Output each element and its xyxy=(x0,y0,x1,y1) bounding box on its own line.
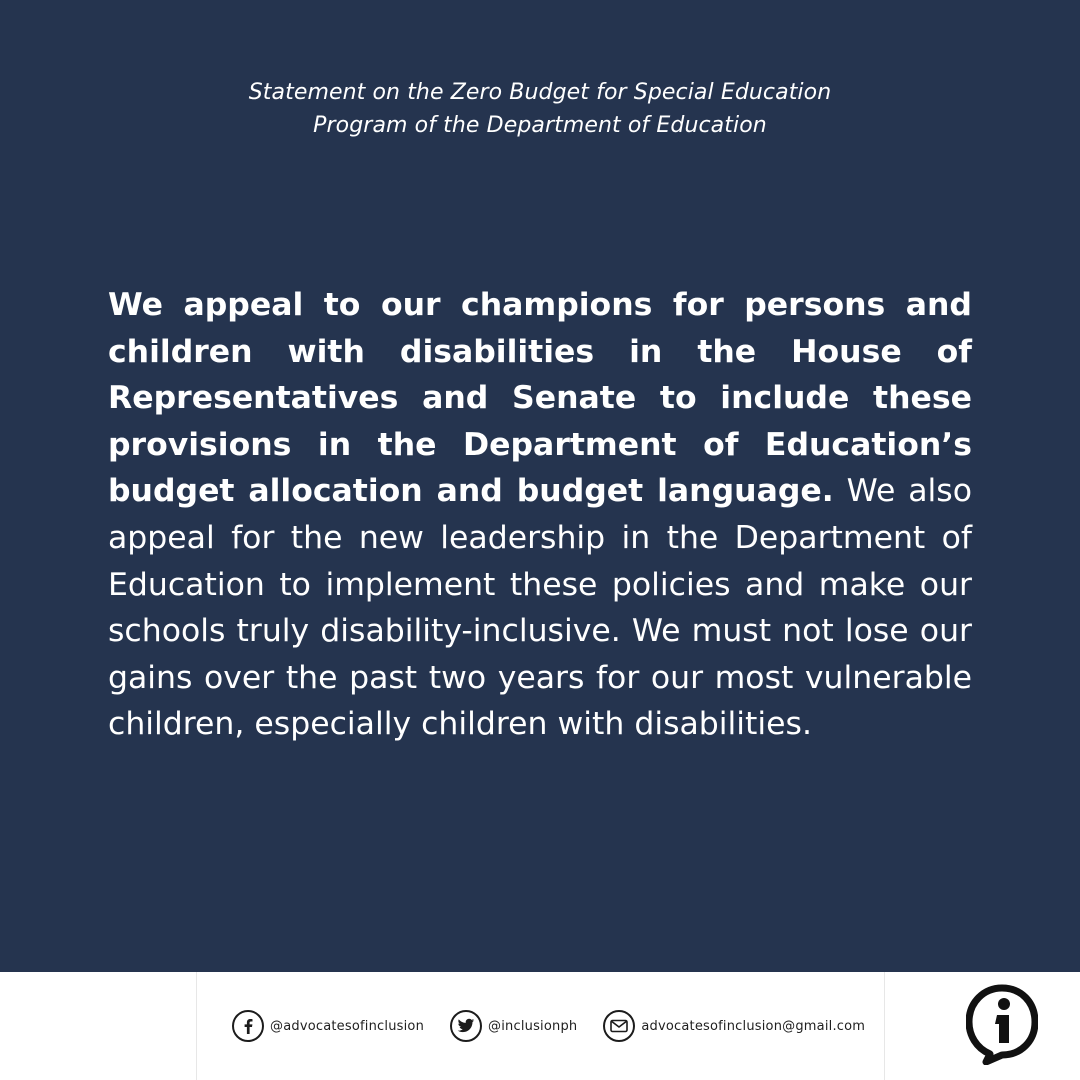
facebook-contact[interactable] xyxy=(232,1010,424,1042)
mail-icon xyxy=(603,1010,635,1042)
email-contact[interactable] xyxy=(603,1010,865,1042)
statement-title-line-2: Program of the Department of Education xyxy=(313,113,767,138)
twitter-contact[interactable] xyxy=(450,1010,577,1042)
statement-title xyxy=(0,76,1080,142)
statement-body-bold: We appeal to our champions for persons and children with disabilities in the House of Representatives and Senate to include these provisions in the Department of Education’s budget allocation and budget language. xyxy=(108,287,972,510)
twitter-handle: @inclusionph xyxy=(488,1018,578,1034)
footer-bar xyxy=(0,972,1080,1080)
contact-list xyxy=(232,972,891,1080)
facebook-icon xyxy=(232,1010,264,1042)
statement-body-regular: We also appeal for the new leadership in the Department of Education to implement these policies and make our schools truly disability-inclusive. We must not lose our gains over the past two years for our most vulnerable children, especially children with disabilities. xyxy=(108,473,972,743)
twitter-icon xyxy=(450,1010,482,1042)
facebook-handle: @advocatesofinclusion xyxy=(270,1018,425,1034)
organization-logo xyxy=(966,983,1038,1065)
footer-divider-left xyxy=(196,972,197,1080)
statement-title-line-1: Statement on the Zero Budget for Special Education xyxy=(248,80,832,105)
statement-body xyxy=(108,282,972,748)
email-address: advocatesofinclusion@gmail.com xyxy=(641,1018,866,1034)
